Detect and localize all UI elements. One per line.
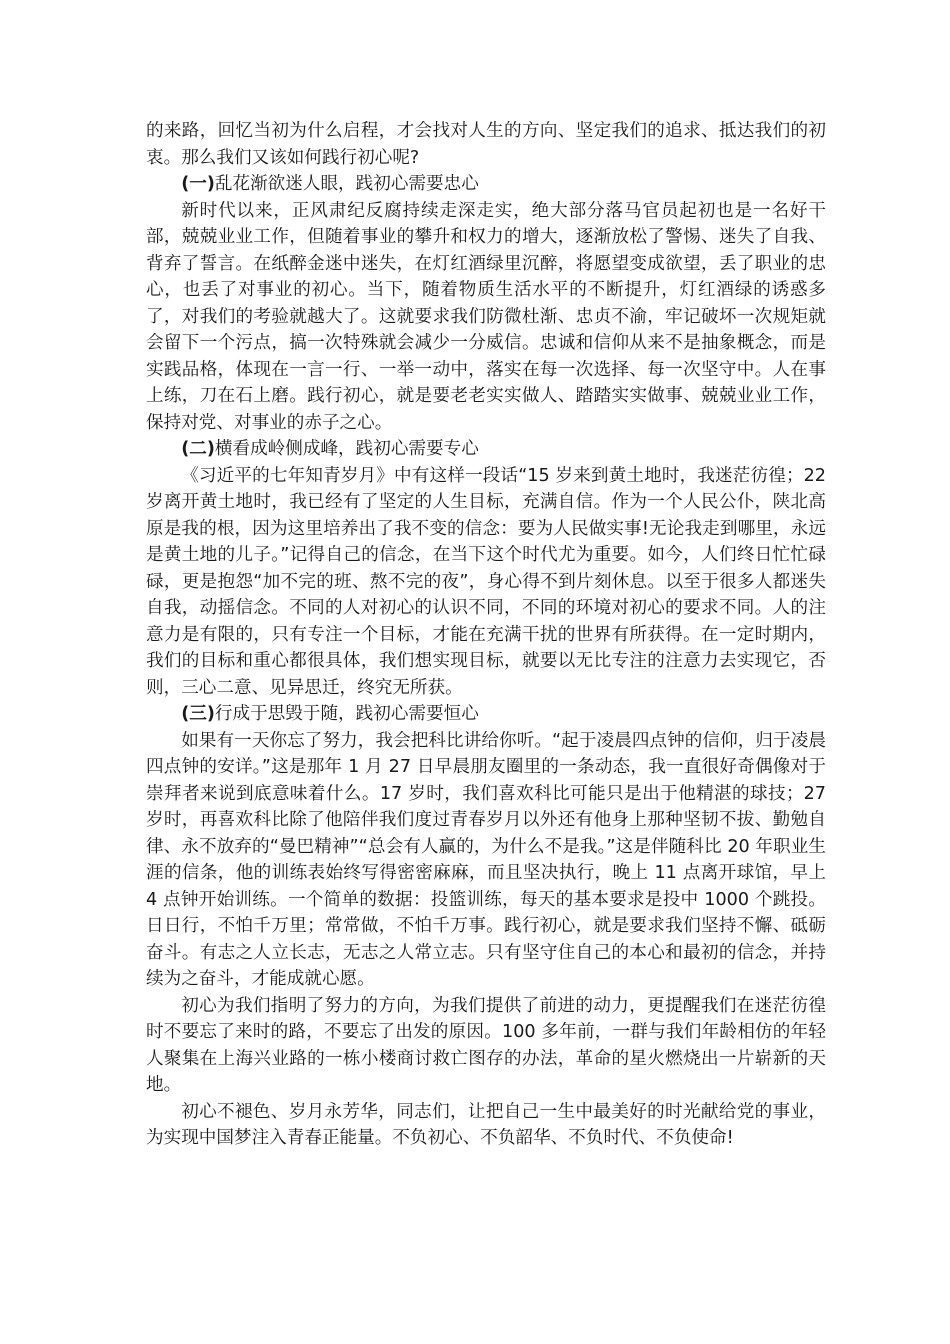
section-heading-1 bbox=[146, 171, 826, 198]
document-body bbox=[146, 118, 826, 1152]
section-title: 横看成岭侧成峰，践初心需要专心 bbox=[214, 439, 479, 459]
section-title: 乱花渐欲迷人眼，践初心需要忠心 bbox=[214, 174, 479, 194]
paragraph-continuation: 的来路，回忆当初为什么启程，才会找对人生的方向、坚定我们的追求、抵达我们的初衷。那么我们又该如何践行初心呢? bbox=[146, 121, 826, 168]
section-number: (二) bbox=[181, 439, 215, 459]
section-heading-2 bbox=[146, 436, 826, 463]
paragraph-focus: 《习近平的七年知青岁月》中有这样一段话“15 岁来到黄土地时，我迷茫彷徨；22 岁离开黄土地时，我已经有了坚定的人生目标，充满自信。作为一个人民公仆，陕北高原是我的根，因为这里培养出了我不变的信念：要为人民做实事!无论我走到哪里，永远是黄土地的儿子。”记得自己的信念，在当下这个时代尤为重要。如今，人们终日忙忙碌碌，更是抱怨“加不完的班、熬不完的夜”，身心得不到片刻休息。以至于很多人都迷失自我，动摇信念。不同的人对初心的认识不同，不同的环境对初心的要求不同。人的注意力是有限的，只有专注一个目标，才能在充满干扰的世界有所获得。在一定时期内，我们的目标和重心都很具体，我们想实现目标，就要以无比专注的注意力去实现它，否则，三心二意、见异思迁，终究无所获。 bbox=[146, 465, 826, 698]
section-number: (三) bbox=[181, 704, 215, 724]
paragraph-perseverance: 如果有一天你忘了努力，我会把科比讲给你听。“起于凌晨四点钟的信仰，归于凌晨四点钟的安详。”这是那年 1 月 27 日早晨朋友圈里的一条动态，我一直很好奇偶像对于崇拜者来说到底意味着什么。17 岁时，我们喜欢科比可能只是出于他精湛的球技；27 岁时，再喜欢科比除了他陪伴我们度过青春岁月以外还有他身上那种坚韧不拔、勤勉自律、永不放弃的“曼巴精神”“总会有人赢的，为什么不是我。”这是伴随科比 20 年职业生涯的信条，他的训练表始终写得密密麻麻，而且坚决执行，晚上 11 点离开球馆，早上 4 点钟开始训练。一个简单的数据：投篮训练，每天的基本要求是投中 1000 个跳投。日日行，不怕千万里；常常做，不怕千万事。践行初心，就是要求我们坚持不懈、砥砺奋斗。有志之人立长志，无志之人常立志。只有坚守住自己的本心和最初的信念，并持续为之奋斗，才能成就心愿。 bbox=[146, 730, 826, 989]
paragraph-direction: 初心为我们指明了努力的方向，为我们提供了前进的动力，更提醒我们在迷茫彷徨时不要忘了来时的路，不要忘了出发的原因。100 多年前，一群与我们年龄相仿的年轻人聚集在上海兴业路的一栋小楼商讨救亡图存的办法，革命的星火燃烧出一片崭新的天地。 bbox=[146, 995, 826, 1095]
paragraph-conclusion: 初心不褪色、岁月永芳华，同志们，让把自己一生中最美好的时光献给党的事业，为实现中国梦注入青春正能量。不负初心、不负韶华、不负时代、不负使命! bbox=[146, 1101, 826, 1148]
section-number: (一) bbox=[181, 174, 215, 194]
section-heading-3 bbox=[146, 701, 826, 728]
section-title: 行成于思毁于随，践初心需要恒心 bbox=[214, 704, 479, 724]
paragraph-loyalty: 新时代以来，正风肃纪反腐持续走深走实，绝大部分落马官员起初也是一名好干部，兢兢业业工作，但随着事业的攀升和权力的增大，逐渐放松了警惕、迷失了自我、背弃了誓言。在纸醉金迷中迷失，在灯红酒绿里沉醉，将愿望变成欲望，丢了职业的忠心，也丢了对事业的初心。当下，随着物质生活水平的不断提升，灯红酒绿的诱惑多了，对我们的考验就越大了。这就要求我们防微杜渐、忠贞不渝，牢记破坏一次规矩就会留下一个污点，搞一次特殊就会减少一分威信。忠诚和信仰从来不是抽象概念，而是实践品格，体现在一言一行、一举一动中，落实在每一次选择、每一次坚守中。人在事上练，刀在石上磨。践行初心，就是要老老实实做人、踏踏实实做事、兢兢业业工作，保持对党、对事业的赤子之心。 bbox=[146, 200, 826, 433]
